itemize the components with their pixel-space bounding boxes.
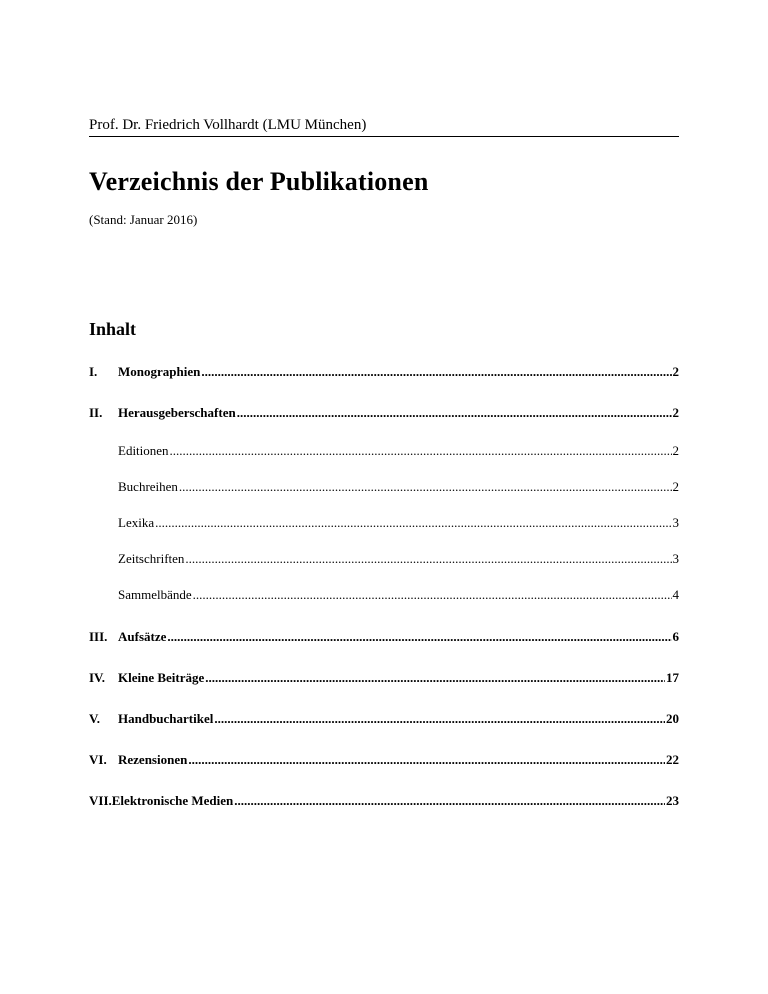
toc-entry-number: V.: [89, 711, 100, 726]
toc-entry-page: 23: [666, 793, 679, 808]
dot-leader: [185, 551, 671, 567]
toc-entry-rezensionen[interactable]: [89, 752, 679, 768]
toc-entry-buchreihen[interactable]: [118, 479, 679, 495]
toc-entry-aufsaetze[interactable]: [89, 629, 679, 645]
dot-leader: [155, 515, 671, 531]
toc-entry-page: 20: [666, 711, 679, 726]
toc-entry-number: II.: [89, 405, 103, 420]
toc-entry-herausgeberschaften[interactable]: [89, 405, 679, 421]
dot-leader: [201, 364, 671, 380]
toc-entry-number: IV.: [89, 670, 106, 685]
toc-entry-label: Lexika: [118, 515, 155, 530]
toc-entry-label: Zeitschriften: [118, 551, 185, 566]
toc-entry-page: 2: [672, 479, 679, 494]
toc-entry-sammelbaende[interactable]: [118, 587, 679, 603]
toc-heading: Inhalt: [89, 319, 137, 339]
dot-leader: [214, 711, 665, 727]
toc-entry-label: Handbuchartikel: [118, 711, 214, 726]
toc-entry-label: Herausgeberschaften: [118, 405, 236, 420]
toc-entry-elektronische-medien[interactable]: [89, 793, 679, 809]
toc-entry-label: Buchreihen: [118, 479, 178, 494]
toc-entry-page: 2: [672, 443, 679, 458]
toc-entry-lexika[interactable]: [118, 515, 679, 531]
toc-entry-label: Monographien: [118, 364, 201, 379]
toc-entry-handbuchartikel[interactable]: [89, 711, 679, 727]
toc-entry-label: Rezensionen: [118, 752, 188, 767]
toc-entry-number: VII.: [89, 793, 112, 808]
toc-entry-page: 6: [672, 629, 679, 644]
toc-entry-page: 17: [666, 670, 679, 685]
dot-leader: [193, 587, 672, 603]
toc-entry-editionen[interactable]: [118, 443, 679, 459]
toc-entry-page: 22: [666, 752, 679, 767]
document-title: Verzeichnis der Publikationen: [89, 167, 429, 196]
toc-entry-page: 4: [672, 587, 679, 602]
toc-entry-label: Aufsätze: [118, 629, 167, 644]
toc-entry-number: VI.: [89, 752, 107, 767]
toc-entry-label: Sammelbände: [118, 587, 192, 602]
dot-leader: [205, 670, 665, 686]
author-line: Prof. Dr. Friedrich Vollhardt (LMU München): [89, 117, 367, 133]
toc-entry-page: 3: [672, 515, 679, 530]
page-header: [89, 116, 679, 137]
toc-entry-page: 3: [672, 551, 679, 566]
dot-leader: [167, 629, 671, 645]
toc-entry-page: 2: [672, 364, 679, 379]
toc-entry-page: 2: [672, 405, 679, 420]
dot-leader: [188, 752, 665, 768]
toc-entry-zeitschriften[interactable]: [118, 551, 679, 567]
toc-entry-number: III.: [89, 629, 108, 644]
dot-leader: [179, 479, 672, 495]
toc-entry-number: I.: [89, 364, 98, 379]
dot-leader: [170, 443, 672, 459]
toc-entry-label: Kleine Beiträge: [118, 670, 205, 685]
toc-entry-kleine-beitraege[interactable]: [89, 670, 679, 686]
toc-entry-label: Elektronische Medien: [111, 793, 234, 808]
toc-entry-monographien[interactable]: [89, 364, 679, 380]
dot-leader: [234, 793, 665, 809]
dot-leader: [237, 405, 672, 421]
toc-entry-label: Editionen: [118, 443, 169, 458]
document-status: (Stand: Januar 2016): [89, 212, 198, 227]
